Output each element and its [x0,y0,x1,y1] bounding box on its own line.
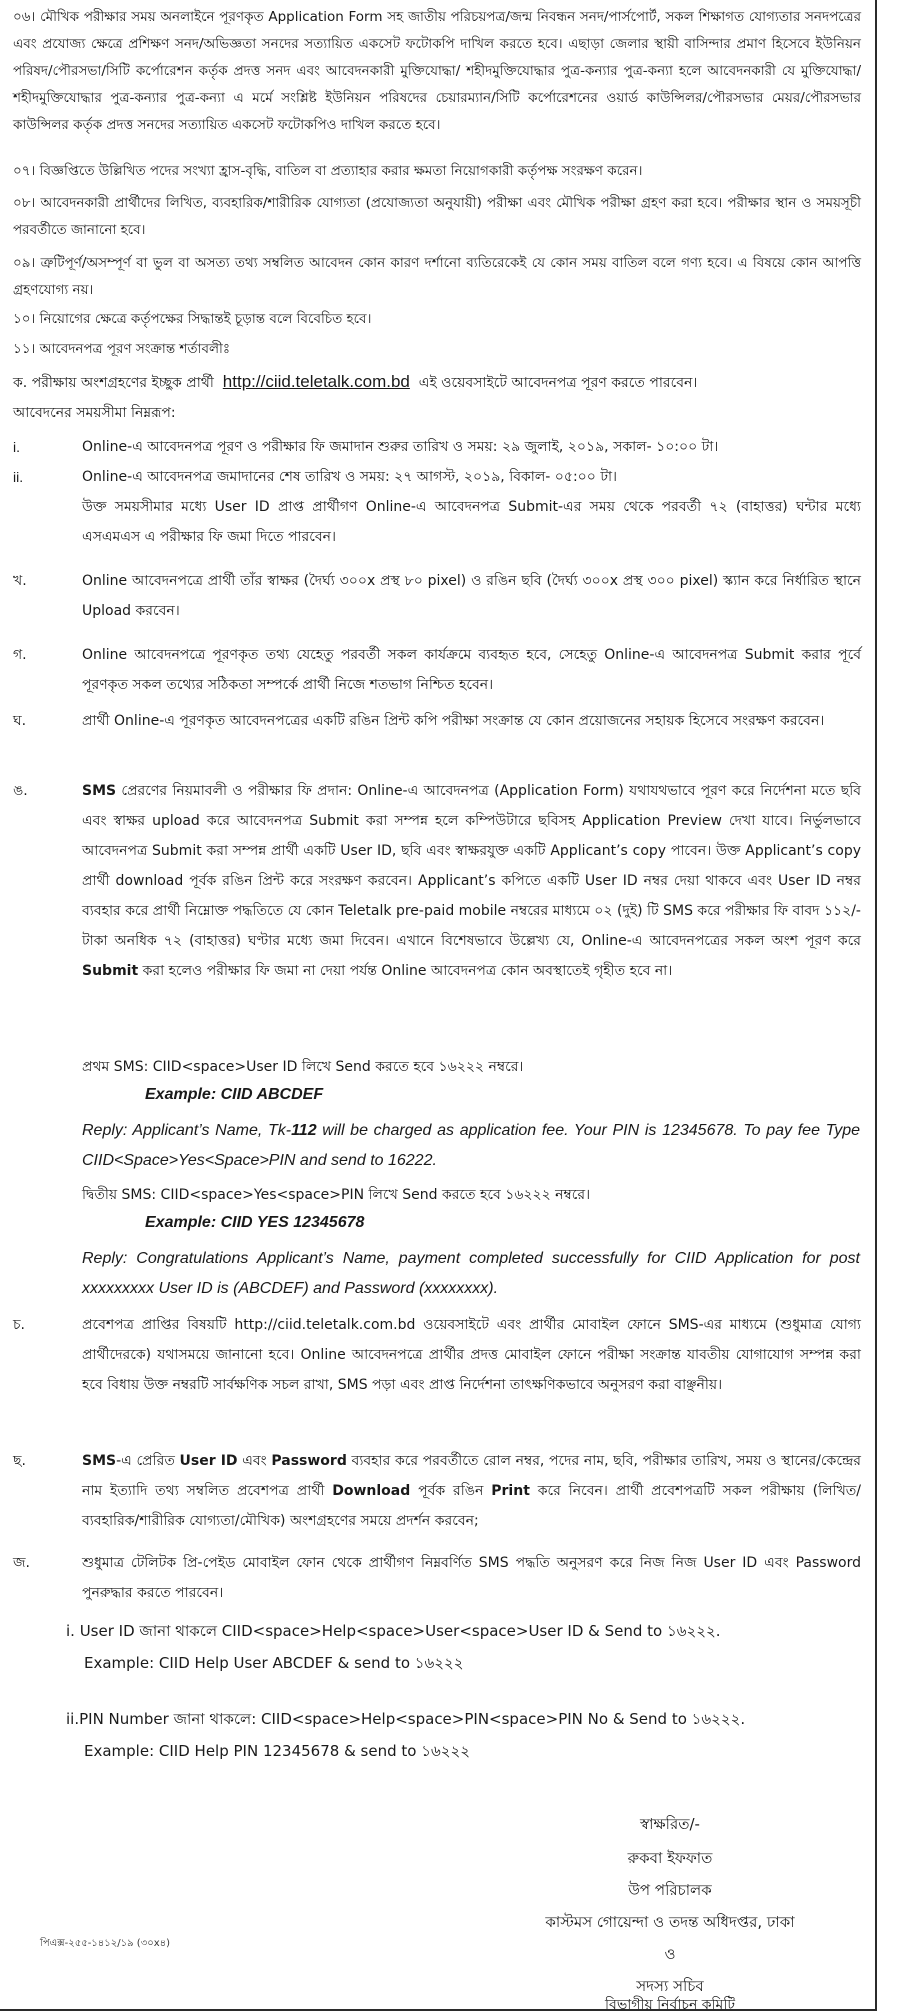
recovery-pin: ii.PIN Number জানা থাকলে: CIID<space>Help<space>PIN<space>PIN No & Send to ১৬২২২. [66,1710,746,1728]
sms-lead: SMS [82,783,117,799]
second-sms-instruction: দ্বিতীয় SMS: CIID<space>Yes<space>PIN লিখে Send করতে হবে ১৬২২২ নম্বরে। [82,1187,591,1203]
timeline-item-start [13,432,861,462]
b-download: Download [332,1483,411,1499]
item-cha [13,1310,861,1400]
reply-a: Reply: Applicant’s Name, Tk- [82,1122,292,1139]
first-sms-instruction: প্রথম SMS: CIID<space>User ID লিখে Send করতে হবে ১৬২২২ নম্বরে। [82,1059,524,1075]
list-marker: i. [13,439,20,455]
reply-b: will be charged as application fee. Your PIN is 12345678. To pay fee Type CIID<Space>Yes<Space>PIN and send to 16222. [82,1122,861,1169]
item-ja-text: শুধুমাত্র টেলিটক প্রি-পেইড মোবাইল ফোন থেকে প্রার্থীগণ নিম্নবর্ণিত SMS পদ্ধতি অনুসরণ করে নিজ নিজ User ID এবং Password পুনরুদ্ধার করতে পারবেন। [82,1555,861,1601]
print-code: পিএক্স-২৫৫-১৪১২/১৯ (৩০x৪) [40,1938,171,1949]
t1: -এ প্রেরিত [116,1453,180,1469]
item-uma-text [82,776,861,986]
recovery-pin-example: Example: CIID Help PIN 12345678 & send to ১৬২২২ [84,1742,470,1760]
fee-amount: 112 [291,1122,317,1139]
item-ga-text: Online আবেদনপত্রে পূরণকৃত তথ্য যেহেতু পরবর্তী সকল কার্যক্রমে ব্যবহৃত হবে, সেহেতু Online-এ আবেদনপত্র Submit করার পূর্বে পূরণকৃত সকল তথ্যের সঠিকতা সম্পর্কে প্রার্থী নিজে শতভাগ নিশ্চিত হবেন। [82,647,861,693]
signature-role: সদস্য সচিব [636,1977,704,1995]
timeline-text: Online-এ আবেদনপত্র জমাদানের শেষ তারিখ ও সময়: ২৭ আগস্ট, ২০১৯, বিকাল- ০৫:০০ টা। [82,469,618,485]
item-cha-text: প্রবেশপত্র প্রাপ্তির বিষয়টি http://ciid.teletalk.com.bd ওয়েবসাইটে এবং প্রার্থীর মোবাইল ফোনে SMS-এর মাধ্যমে (শুধুমাত্র যোগ্য প্রার্থীদেরকে) যথাসময়ে জানানো হবে। Online আবেদনপত্রে প্রার্থীর প্রদত্ত মোবাইল ফোনে পরীক্ষা সংক্রান্ত যাবতীয় যোগাযোগ সম্পন্ন করা হবে বিধায় উক্ত নম্বরটি সার্বক্ষণিক সচল রাখা, SMS পড়া এবং প্রাপ্ত নির্দেশনা তাৎক্ষণিকভাবে অনুসরণ করা বাঞ্ছনীয়। [82,1317,861,1393]
list-marker: জ. [13,1555,30,1571]
b-print: Print [491,1483,530,1499]
list-marker: ঘ. [13,713,27,729]
second-sms-example: Example: CIID YES 12345678 [145,1214,365,1231]
timeline-text: Online-এ আবেদনপত্র পূরণ ও পরীক্ষার ফি জমাদান শুরুর তারিখ ও সময়: ২৯ জুলাই, ২০১৯, সকাল- ১০:০০ টা। [82,439,719,455]
list-marker: চ. [13,1317,26,1333]
item-chha-text [82,1446,861,1536]
timeline-label: আবেদনের সময়সীমা নিম্নরূপ: [13,405,176,421]
t4: পূর্বক রঙিন [410,1483,492,1499]
signature-name: রুকবা ইফফাত [627,1849,713,1867]
recovery-userid: i. User ID জানা থাকলে CIID<space>Help<space>User<space>User ID & Send to ১৬২২২. [66,1622,721,1640]
clause-11-heading: ১১। আবেদনপত্র পূরণ সংক্রান্ত শর্তাবলীঃ [13,341,231,357]
t5: করে নিবেন। প্রার্থী প্রবেশপত্রটি সকল পরীক্ষায় (লিখিত/ব্যবহারিক/শারীরিক যোগ্যতা/মৌখিক) অংশগ্রহণের সময়ে প্রদর্শন করবেন; [82,1483,861,1529]
item-chha [13,1446,861,1536]
t2: এবং [237,1453,272,1469]
section-ka-prefix: ক. পরীক্ষায় অংশগ্রহণের ইচ্ছুক প্রার্থী [13,375,214,391]
list-marker: ছ. [13,1453,26,1469]
submit-bold: Submit [82,963,139,979]
section-ka-suffix: এই ওয়েবসাইটে আবেদনপত্র পূরণ করতে পারবেন। [418,375,698,391]
item-gha-text: প্রার্থী Online-এ পূরণকৃত আবেদনপত্রের একটি রঙিন প্রিন্ট কপি পরীক্ষা সংক্রান্ত যে কোন প্রয়োজনের সহায়ক হিসেবে সংরক্ষণ করবেন। [82,713,825,729]
item-gha [13,706,861,736]
item-ga [13,640,861,700]
signature-office: কাস্টমস গোয়েন্দা ও তদন্ত অধিদপ্তর, ঢাকা [545,1913,795,1931]
second-sms-reply: Reply: Congratulations Applicant’s Name, payment completed successfully for CIID Application for post xxxxxxxxx User ID is (ABCDEF) and Password (xxxxxxxx). [82,1250,860,1297]
list-marker: খ. [13,573,27,589]
b-userid: User ID [179,1453,238,1469]
t3: ব্যবহার করে পরবর্তীতে রোল নম্বর, পদের নাম, ছবি, পরীক্ষার তারিখ, সময় ও স্থানের/কেন্দ্রের নাম ইত্যাদি তথ্য সম্বলিত প্রবেশপত্র প্রার্থী [82,1453,861,1499]
item-kha [13,566,861,626]
list-marker: ঙ. [13,783,28,799]
recovery-userid-example: Example: CIID Help User ABCDEF & send to ১৬২২২ [84,1654,464,1672]
b-sms: SMS [82,1453,117,1469]
first-sms-reply [82,1116,860,1176]
signature-and: ও [664,1945,676,1963]
signature-committee: বিভাগীয় নির্বাচন কমিটি [605,1997,735,2013]
timeline-note: উক্ত সময়সীমার মধ্যে User ID প্রাপ্ত প্রার্থীগণ Online-এ আবেদনপত্র Submit-এর সময় থেকে পরবর্তী ৭২ (বাহাত্তর) ঘন্টার মধ্যে এসএমএস এ পরীক্ষার ফি জমা দিতে পারবেন। [82,499,861,545]
b-password: Password [271,1453,347,1469]
first-sms-example: Example: CIID ABCDEF [145,1086,324,1103]
clause-06: ০৬। মৌখিক পরীক্ষার সময় অনলাইনে পূরণকৃত Application Form সহ জাতীয় পরিচয়পত্র/জন্ম নিবন্ধন সনদ/পার্সপোর্ট, সকল শিক্ষাগত যোগ্যতার সনদপত্রের এবং প্রযোজ্য ক্ষেত্রে প্রশিক্ষণ সনদ/অভিজ্ঞতা সনদের সত্যায়িত একসেট ফটোকপি দাখিল করতে হবে। এছাড়া জেলার স্থায়ী বাসিন্দার প্রমাণ হিসেবে ইউনিয়ন পরিষদ/পৌরসভা/সিটি কর্পোরেশন কর্তৃক প্রদত্ত সনদ এবং আবেদনকারী মুক্তিযোদ্ধা/ শহীদমুক্তিযোদ্ধার পুত্র-কন্যার পুত্র-কন্যা হলে আবেদনকারী যে মুক্তিযোদ্ধা/ শহীদমুক্তিযোদ্ধার পুত্র-কন্যার পুত্র-কন্যা এ মর্মে সংশ্লিষ্ট ইউনিয়ন পরিষদের চেয়ারম্যান/সিটি কর্পোরেশনের ওয়ার্ড কাউন্সিলর/পৌরসভার মেয়র/পৌরসভার কাউন্সিলর কর্তৃক প্রদত্ত সনদের সত্যায়িত একসেট ফটোকপিও দাখিল করতে হবে। [13,9,861,133]
list-marker: গ. [13,647,27,663]
uma-text: প্রেরণের নিয়মাবলী ও পরীক্ষার ফি প্রদান: Online-এ আবেদনপত্র (Application Form) যথাযথভাবে পূরণ করে নির্দেশনা মতে ছবি এবং স্বাক্ষর upload করে আবেদনপত্র Submit করা সম্পন্ন হলে কম্পিউটারে ছবিসহ Application Preview দেখা যাবে। নির্ভুলভাবে আবেদনপত্র Submit করা সম্পন্ন প্রার্থী একটি User ID, ছবি এবং স্বাক্ষরযুক্ত একটি Applicant’s copy পাবেন। উক্ত Applicant’s copy প্রার্থী download পূর্বক রঙিন প্রিন্ট করে সংরক্ষণ করবেন। Applicant’s কপিতে একটি User ID নম্বর দেয়া থাকবে এবং User ID নম্বর ব্যবহার করে প্রার্থী নিম্নোক্ত পদ্ধতিতে যে কোন Teletalk pre-paid mobile নম্বরের মাধ্যমে ০২ (দুই) টি SMS করে পরীক্ষার ফি বাবদ ১১২/- টাকা অনধিক ৭২ (বাহাত্তর) ঘণ্টার মধ্যে জমা দিবেন। এখানে বিশেষভাবে উল্লেখ্য যে, Online-এ আবেদনপত্রের সকল অংশ পূরণ করে [82,783,861,949]
timeline-item-end [13,462,861,552]
signature-designation: উপ পরিচালক [628,1881,712,1899]
teletalk-link[interactable]: http://ciid.teletalk.com.bd [222,372,410,391]
clause-09: ০৯। ত্রুটিপূর্ণ/অসম্পূর্ণ বা ভুল বা অসত্য তথ্য সম্বলিত আবেদন কোন কারণ দর্শানো ব্যতিরেকেই যে কোন সময় বাতিল বলে গণ্য হবে। এ বিষয়ে কোন আপত্তি গ্রহণযোগ্য নয়। [13,255,861,298]
item-kha-text: Online আবেদনপত্রে প্রার্থী তাঁর স্বাক্ষর (দৈর্ঘ্য ৩০০x প্রস্থ ৮০ pixel) ও রঙিন ছবি (দৈর্ঘ্য ৩০০x প্রস্থ ৩০০ pixel) স্ক্যান করে নির্ধারিত স্থানে Upload করবেন। [82,573,861,619]
clause-08: ০৮। আবেদনকারী প্রার্থীদের লিখিত, ব্যবহারিক/শারীরিক যোগ্যতা (প্রযোজ্যতা অনুযায়ী) পরীক্ষা এবং মৌখিক পরীক্ষা গ্রহণ করা হবে। পরীক্ষার স্থান ও সময়সূচী পরবর্তীতে জানানো হবে। [13,195,861,238]
list-marker: ii. [13,469,24,485]
signature-signed: স্বাক্ষরিত/- [640,1815,700,1833]
uma-tail: করা হলেও পরীক্ষার ফি জমা না দেয়া পর্যন্ত Online আবেদনপত্র কোন অবস্থাতেই গৃহীত হবে না। [138,963,673,979]
item-uma [13,776,861,986]
item-ja [13,1548,861,1608]
section-ka [13,368,861,397]
clause-07: ০৭। বিজ্ঞপ্তিতে উল্লিখিত পদের সংখ্যা হ্রাস-বৃদ্ধি, বাতিল বা প্রত্যাহার করার ক্ষমতা নিয়োগকারী কর্তৃপক্ষ সংরক্ষণ করেন। [13,163,643,179]
clause-10: ১০। নিয়োগের ক্ষেত্রে কর্তৃপক্ষের সিদ্ধান্তই চূড়ান্ত বলে বিবেচিত হবে। [13,311,372,327]
